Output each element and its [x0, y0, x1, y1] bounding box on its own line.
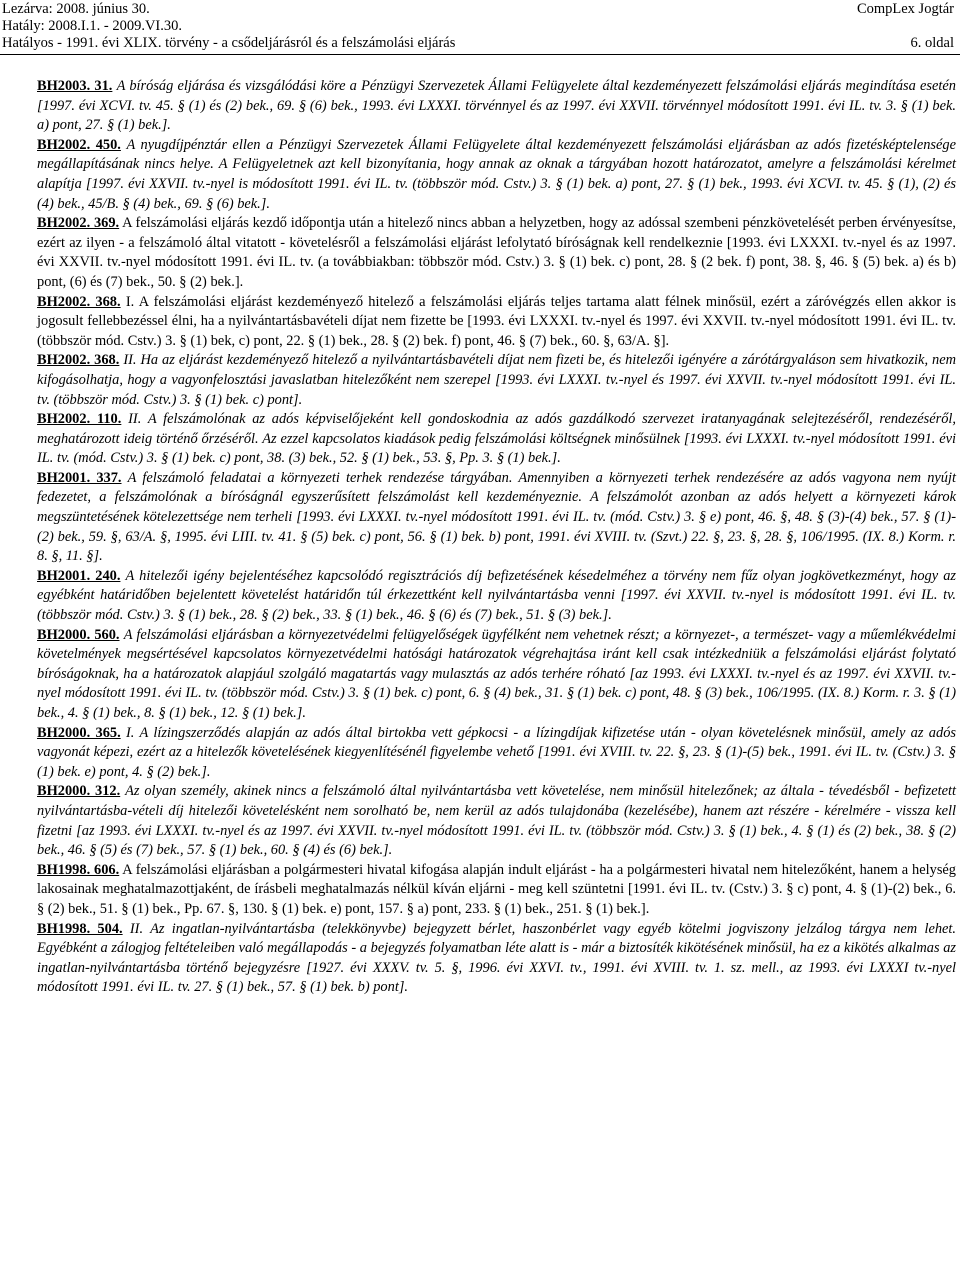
case-reference-link[interactable]: BH2000. 560.	[37, 626, 120, 643]
case-summary: I. A felszámolási eljárást kezdeményező hitelező a felszámolási eljárás teljes tartama alatt félnek minősül, ezért a záróvégzés ellen akkor is jogosult fellebbezéssel élni, ha a nyilvántartásbavételi díjat nem fizette be [1993. évi LXXXI. tv.-nyel és 1997. évi XXVII. tv.-nyel módosított 1991. évi IL. tv. (többször mód. Cstv.) 3. § (1) bek, c) pont, 22. § (1) bek., 28. § (2) bek. f) pont, 46. § (7) bek., 60. §, 63/A. §].	[37, 293, 956, 349]
page-header	[0, 0, 960, 52]
case-reference-link[interactable]: BH2002. 368.	[37, 352, 120, 369]
brand-name: CompLex Jogtár	[856, 1, 954, 17]
case-reference-link[interactable]: BH2002. 369.	[37, 215, 120, 232]
case-entry	[37, 724, 956, 783]
case-entry	[37, 861, 956, 920]
case-reference-link[interactable]: BH2001. 240.	[37, 567, 121, 584]
case-reference-link[interactable]: BH1998. 606.	[37, 861, 120, 878]
case-summary: A felszámolási eljárásban a környezetvédelmi felügyelőségek ügyfélként nem vehetnek részt; a környezet-, a természet- vagy a műemlékvédelmi követelmények megsértésével kapcsolatos környezetvédelmi hatósági határozatok végrehajtása iránt kell csak intézkedniük a felszámolási eljárást folytató bíróságoknak, ha a határozatok alapjául szolgáló magatartás vagy mulasztás az adós terhére róható [az 1993. évi LXXXI. tv.-nyel és az 1997. évi XXVII. tv.-nyel módosított 1991. évi IL. tv. (többször mód. Cstv.) 3. § (1) bek. c) pont, 6. § (4) bek., 31. § (1) bek. c) pont, 48. § (3) bek., 106/1995. (IX. 8.) Korm. r. 3. § (1) bek., 4. § (1) bek., 8. § (1) bek., 12. § (1) bek.].	[37, 626, 956, 721]
case-entry	[37, 782, 956, 860]
case-entry	[37, 351, 956, 410]
case-reference-link[interactable]: BH2002. 110.	[37, 411, 122, 428]
case-reference-link[interactable]: BH2002. 368.	[37, 293, 121, 310]
case-entry	[37, 920, 956, 998]
case-summary: A hitelezői igény bejelentéséhez kapcsolódó regisztrációs díj befizetésének késedelméhez a törvény nem fűz olyan jogkövetkezményt, hogy az egyébként határidőben bejelentett követelést határidőn túl érkezettként kell nyilvántartásba venni [1997. évi XXVII. tv.-nyel is módosított 1991. évi IL. tv. (többször mód. Cstv.) 3. § (1) bek., 28. § (2) bek., 33. § (1) bek., 46. § (6) és (7) bek., 51. § (3) bek.].	[37, 567, 956, 624]
case-summary: II. Az ingatlan-nyilvántartásba (telekkönyvbe) bejegyzett bérlet, haszonbérlet vagy egyéb kötelmi jogviszony jelzálog tárgya nem lehet. Egyébként a zálogjog feltételeiben való megállapodás - a bejegyzés folyamatban léte alatt is - már a biztosíték kikötésének minősül, ha ez a kikötés alkalmas az ingatlan-nyilvántartásba történő bejegyzésre [1927. évi XXXV. tv. 5. §, 1996. évi XXVI. tv., 1991. évi XVIII. tv. 1. sz. mell., az 1993. évi LXXXI tv.-nyel módosított 1991. évi IL. tv. 27. § (1) bek., 57. § (1) bek. b) pont].	[37, 920, 957, 996]
case-entry	[37, 626, 956, 724]
case-entry	[37, 214, 956, 292]
effective-period: Hatály: 2008.I.1. - 2009.VI.30.	[2, 18, 183, 34]
case-summary: A felszámolási eljárásban a polgármesteri hivatal kifogása alapján indult eljárást - ha a polgármesteri hivatal nem hitelezőként, hanem a helység lakosainak meghatalmazottjaként, de írásbeli meghatalmazás nélkül kíván eljárni - meg kell szüntetni [1991. évi IL. tv. (Cstv.) 3. § c) pont, 4. § (1)-(2) bek., 6. § (2) bek., 51. § (1) bek., Pp. 67. §, 130. § (1) bek. e) pont, 157. § a) pont, 233. § (1) bek., 251. § (1) bek.].	[37, 861, 957, 917]
header-right	[857, 1, 954, 52]
case-reference-link[interactable]: BH2002. 450.	[37, 136, 121, 153]
case-entry	[37, 136, 956, 214]
case-summary: A felszámoló feladatai a környezeti terhek rendezése tárgyában. Amennyiben a környezeti terhek rendezésére az adós vagyona nem nyújt fedezetet, a felszámolónak a bíróságnál egyszerűsített felszámolást kell kezdeményeznie. A felszámolót azonban az adós helyett a környezeti károk megszüntetésének kötelezettsége nem terheli [1993. évi LXXXI. tv.-nyel módosított 1991. évi IL. tv. (mód. Cstv.) 3. § e) pont, 46. §, 48. § (3)-(4) bek., 57. § (1)-(2) bek., 59. §, 63/A. §, 1995. évi LIII. tv. 41. § (5) bek. c) pont, 56. § (1) bek. b) pont, 1991. évi XVIII. tv. (Szvt.) 22. §, 23. §, 28. §, 106/1995. (IX. 8.) Korm. r. 8. §, 11. §].	[37, 469, 956, 565]
header-divider	[0, 54, 960, 55]
case-list	[37, 77, 956, 998]
case-summary: I. A lízingszerződés alapján az adós által birtokba vett gépkocsi - a lízingdíjak kifizetése után - olyan követelésnek minősül, amely az adós vagyonát képezi, ezért az a hitelezők követelésének kiegyenlítésénél figyelembe vehető [1991. évi XVIII. tv. 22. §, 23. § (1)-(5) bek., 1991. évi IL. tv. (Cstv.) 3. § (1) bek. e) pont, 4. § (2) bek.].	[37, 724, 956, 780]
case-entry	[37, 293, 956, 352]
case-summary: Az olyan személy, akinek nincs a felszámoló által nyilvántartásba vett követelése, nem minősül hitelezőnek; az általa - tévedésből - befizetett nyilvántartásba-vételi díj hitelezői követelésként nem sorolható be, nem kerül az adós tulajdonába (kezelésébe), hanem azt részére - kérelmére - vissza kell fizetni [az 1993. évi LXXXI. tv.-nyel és az 1997. évi XXVII. tv.-nyel módosított 1991. évi IL. tv. (többször mód. Cstv.) 3. § (1) bek., 4. § (1) és (2) bek., 38. § (2) bek., 46. § (5) és (7) bek., 57. § (1) bek., 60. § (4) és (6) bek.].	[37, 783, 956, 859]
header-meta	[2, 1, 455, 52]
law-title: Hatályos - 1991. évi XLIX. törvény - a csődeljárásról és a felszámolási eljárás	[2, 35, 456, 51]
case-summary: A bíróság eljárása és vizsgálódási köre a Pénzügyi Szervezetek Állami Felügyelete által kezdeményezett felszámolási eljárás megindítása esetén [1997. évi XCVI. tv. 45. § (1) és (2) bek., 69. § (6) bek., 1993. évi LXXXI. törvénnyel és az 1997. évi XXVII. törvénnyel módosított 1991. évi IL. tv. 3. § (1) bek. a) pont, 27. § (1) bek.].	[37, 78, 956, 134]
case-reference-link[interactable]: BH2000. 365.	[37, 724, 121, 741]
case-entry	[37, 567, 956, 626]
case-reference-link[interactable]: BH2003. 31.	[37, 78, 113, 94]
case-summary: II. Ha az eljárást kezdeményező hitelező a nyilvántartásbavételi díjat nem fizeti be, és hitelezői igényére a zárótárgyaláson sem hivatkozik, nem kifogásolhatja, hogy a vagyonfelosztási javaslatban hitelezőként nem szerepel [1993. évi LXXXI. tv.-nyel és 1997. évi XXVII. tv.-nyel módosított 1991. évi IL. tv. (többször mód. Cstv.) 3. § (1) bek. c) pont].	[37, 352, 956, 408]
case-summary: A felszámolási eljárás kezdő időpontja után a hitelező nincs abban a helyzetben, hogy az adóssal szembeni pénzkövetelését perben érvényesítse, ezért az ilyen - a felszámoló által vitatott - követelésről a felszámolási eljárást lefolytató bíróságnak kell rendelkeznie [1993. évi LXXXI. tv.-nyel és az 1997. évi XXVII. tv.-nyel módosított 1991. évi IL. tv. (a továbbiakban: többször mód. Cstv.) 3. § (1) bek. c) pont, 28. § (2 bek. f) pont, 38. §, 46. § (5) bek. a) és b) pont, (6) és (7) bek., 50. § (2) bek.].	[37, 215, 956, 290]
page-number: 6. oldal	[910, 35, 954, 51]
case-entry	[37, 469, 956, 567]
case-entry	[37, 77, 956, 136]
case-reference-link[interactable]: BH2001. 337.	[37, 469, 122, 486]
case-reference-link[interactable]: BH1998. 504.	[37, 920, 123, 937]
case-reference-link[interactable]: BH2000. 312.	[37, 783, 121, 800]
case-summary: A nyugdíjpénztár ellen a Pénzügyi Szervezetek Állami Felügyelete által kezdeményezett felszámolási eljárásban az adós fizetésképtelensége megállapításának nincs helye. A Felügyeletnek azt kell bizonyítania, hogy annak az oknak a tárgyában hozott határozatot, amelyre a felszámolási kérelmet alapítja [1997. évi XXVII. tv.-nyel is módosított 1991. évi IL. tv. (többször mód. Cstv.) 3. § (1) bek. a) pont, 27. § (1) bek., 1993. évi XCVI. tv. 45. § (1), (2) és (4) bek., 45/B. § (4) bek., 69. § (6) bek.].	[37, 136, 956, 212]
case-entry	[37, 410, 956, 469]
case-summary: II. A felszámolónak az adós képviselőjeként kell gondoskodnia az adós gazdálkodó szervezet iratanyagának selejtezéséről, rendezéséről, meghatározott ideig történő őrzéséről. Az ezzel kapcsolatos kiadások pedig felszámolási költségnek minősülnek [1993. évi LXXXI. tv.-nyel módosított 1991. évi IL. tv. (mód. Cstv.) 3. § (1) bek. c) pont, 38. (3) bek., 52. § (1) bek., 53. §, Pp. 3. § (1) bek.].	[37, 411, 956, 467]
closing-date: Lezárva: 2008. június 30.	[2, 1, 150, 17]
